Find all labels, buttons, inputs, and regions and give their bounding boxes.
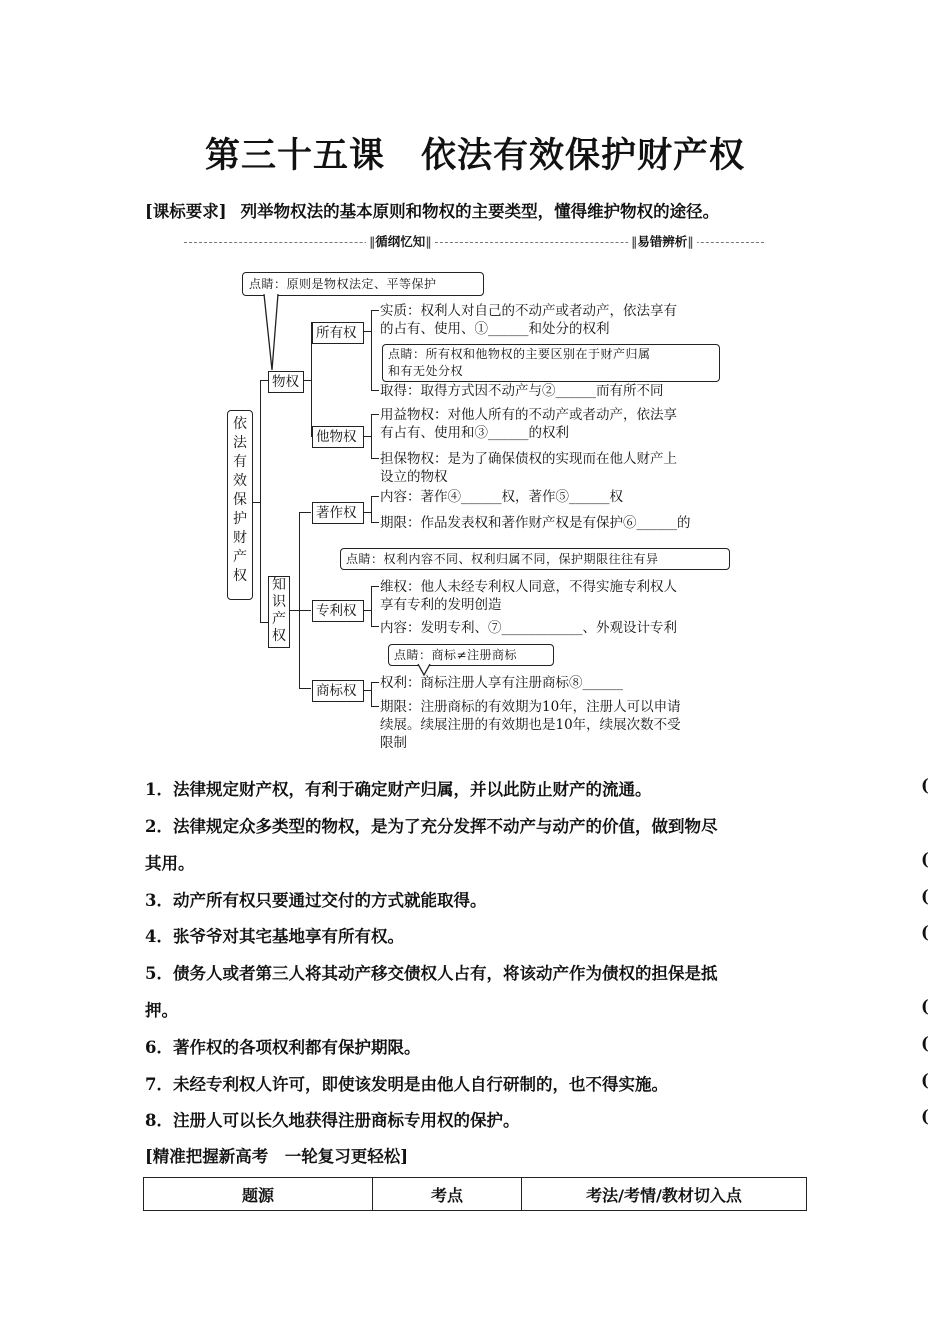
question-1: 1．法律规定财产权，有利于确定财产归属，并以此防止财产的流通。: [145, 780, 652, 799]
question-8: 8．注册人可以长久地获得注册商标专用权的保护。: [145, 1111, 520, 1130]
section-banner: [184, 233, 764, 251]
node-zhuzuoquan: 著作权: [312, 502, 364, 524]
text-zl-weiquan-2: 享有专利的发明创造: [380, 597, 502, 613]
text-sb-qixian-3: 限制: [380, 735, 407, 751]
root-label: 依 法 有 效 保 护 财 产 权: [233, 416, 247, 584]
exam-table: [143, 1177, 807, 1211]
text-zz-qixian: 期限：作品发表权和著作财产权是有保护⑥______的: [380, 515, 691, 531]
text-danbao-1: 担保物权：是为了确保债权的实现而在他人财产上: [380, 451, 677, 467]
question-4: 4．张爷爷对其宅基地享有所有权。: [145, 927, 404, 946]
banner-left: ‖循纲忆知‖: [366, 233, 435, 251]
section-heading: [精准把握新高考 一轮复习更轻松]: [145, 1147, 409, 1166]
question-6: 6．著作权的各项权利都有保护期限。: [145, 1038, 421, 1057]
banner-left-label: 循纲忆知: [375, 234, 426, 249]
banner-right: ‖易错辨析‖: [628, 233, 697, 251]
answer-paren-1[interactable]: (: [921, 776, 929, 795]
question-5-cont: 押。: [145, 1001, 178, 1020]
question-5: 5．债务人或者第三人将其动产移交债权人占有，将该动产作为债权的担保是抵: [145, 964, 718, 983]
tip-copyright: 点睛：权利内容不同、权利归属不同，保护期限往往有异: [340, 548, 730, 570]
callout-pointer: [256, 294, 286, 374]
node-shangbiaoquan: 商标权: [312, 680, 364, 702]
tip-trademark: 点睛：商标≠注册商标: [388, 644, 554, 666]
tip-ownership: 点睛：所有权和他物权的主要区别在于财产归属 和有无处分权: [382, 344, 720, 382]
answer-paren-7[interactable]: (: [921, 1071, 929, 1090]
text-yongyi-2: 有占有、使用和③______的权利: [380, 425, 569, 441]
question-2-cont: 其用。: [145, 854, 195, 873]
text-qude: 取得：取得方式因不动产与②______而有所不同: [380, 383, 664, 399]
answer-paren-2[interactable]: (: [921, 850, 929, 869]
mind-map-diagram: [220, 264, 740, 754]
text-zl-weiquan-1: 维权：他人未经专利权人同意，不得实施专利权人: [380, 579, 677, 595]
banner-right-label: 易错辨析: [637, 234, 688, 249]
text-sb-qixian-1: 期限：注册商标的有效期为10年，注册人可以申请: [380, 699, 681, 715]
course-requirement: [145, 198, 719, 222]
question-3: 3．动产所有权只要通过交付的方式就能取得。: [145, 891, 487, 910]
table-header-cell: 题源: [144, 1178, 373, 1211]
page-title: 第三十五课 依法有效保护财产权: [204, 135, 745, 176]
requirement-tag: [课标要求]: [145, 202, 227, 221]
table-header-cell: 考法/考情/教材切入点: [522, 1178, 807, 1211]
requirement-text: 列举物权法的基本原则和物权的主要类型，懂得维护物权的途径。: [240, 202, 720, 221]
answer-paren-5[interactable]: (: [921, 997, 929, 1016]
answer-paren-6[interactable]: (: [921, 1034, 929, 1053]
text-danbao-2: 设立的物权: [380, 469, 448, 485]
table-header-cell: 考点: [373, 1178, 522, 1211]
node-zhishichanquan: 知 识 产 权: [268, 576, 290, 648]
node-suoyouquan: 所有权: [312, 322, 364, 344]
text-shizhi-1: 实质：权利人对自己的不动产或者动产，依法享有: [380, 303, 677, 319]
text-yongyi-1: 用益物权：对他人所有的不动产或者动产，依法享: [380, 407, 677, 423]
answer-paren-3[interactable]: (: [921, 887, 929, 906]
question-7: 7．未经专利权人许可，即使该发明是由他人自行研制的，也不得实施。: [145, 1075, 668, 1094]
text-sb-quanli: 权利：商标注册人享有注册商标⑧______: [380, 675, 623, 691]
table-header-row: [144, 1178, 807, 1211]
tip-principle: 点睛：原则是物权法定、平等保护: [242, 272, 484, 296]
text-shizhi-2: 的占有、使用、①______和处分的权利: [380, 321, 610, 337]
question-2: 2．法律规定众多类型的物权，是为了充分发挥不动产与动产的价值，做到物尽: [145, 817, 718, 836]
answer-paren-8[interactable]: (: [921, 1107, 929, 1126]
text-sb-qixian-2: 续展。续展注册的有效期也是10年，续展次数不受: [380, 717, 681, 733]
node-tawuquan: 他物权: [312, 426, 364, 448]
text-zl-neirong: 内容：发明专利、⑦____________、外观设计专利: [380, 620, 677, 636]
text-zz-neirong: 内容：著作④______权，著作⑤______权: [380, 489, 623, 505]
answer-paren-4[interactable]: (: [921, 923, 929, 942]
node-wuquan: 物权: [268, 371, 304, 393]
root-node: [227, 410, 253, 600]
node-zhuanliquan: 专利权: [312, 600, 364, 622]
